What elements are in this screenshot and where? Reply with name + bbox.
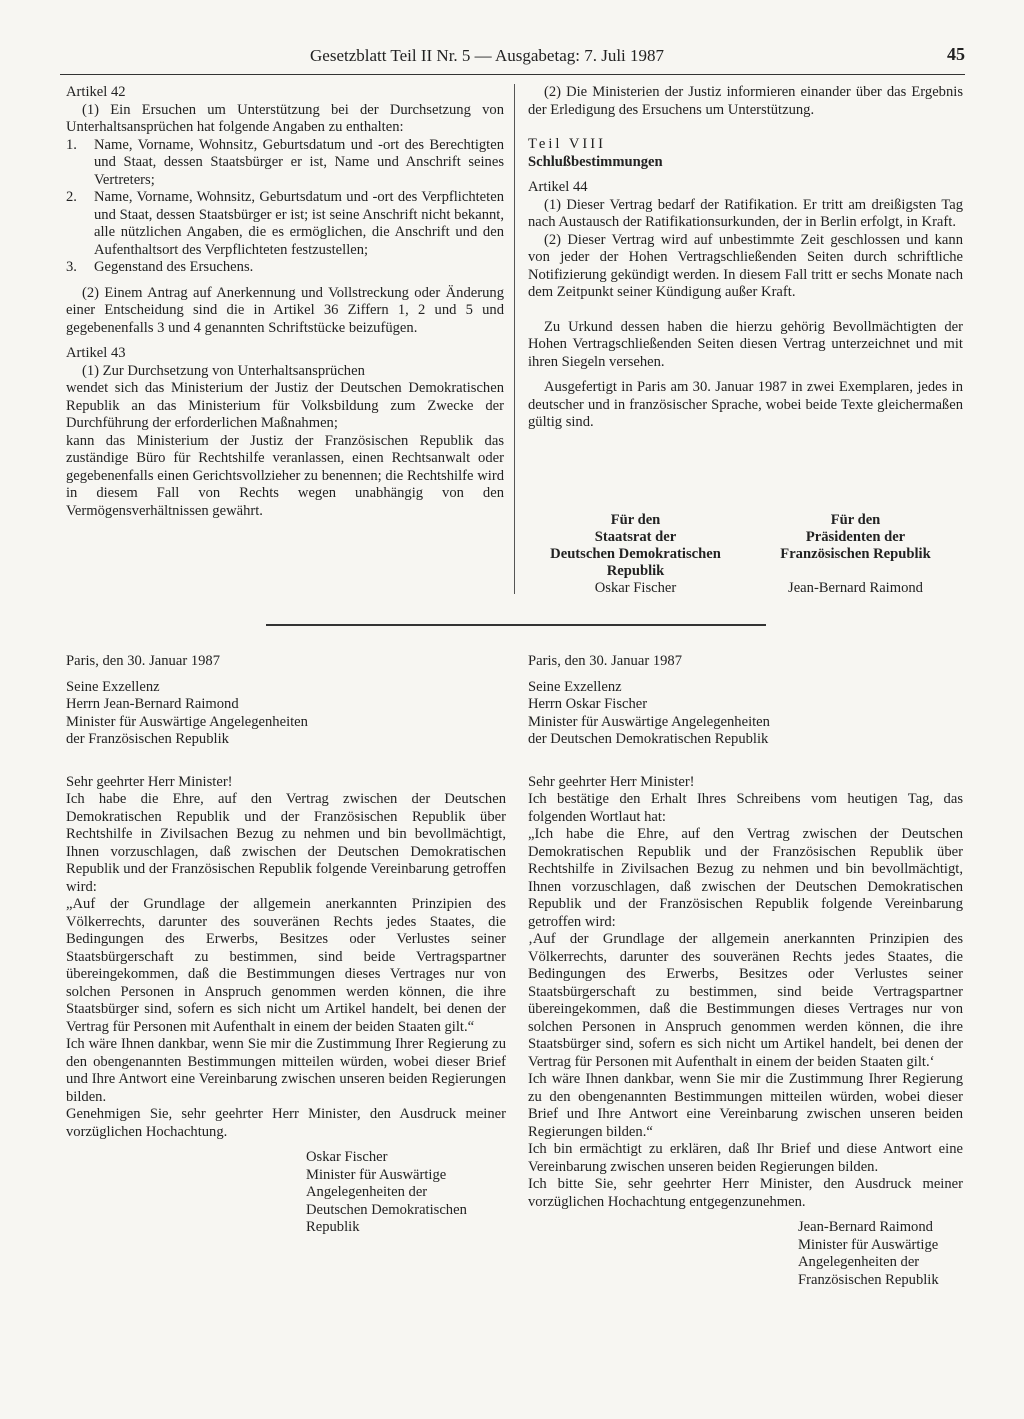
letter-left — [66, 653, 506, 1237]
letter-right — [528, 653, 963, 1289]
letter-paragraph: Ich bitte Sie, sehr geehrter Herr Minister, den Ausdruck meiner vorzüglichen Hochachtung entgegenzunehmen. — [528, 1176, 963, 1210]
recipient-line: Minister für Auswärtige Angelegenheiten — [66, 713, 308, 730]
article-44-paragraph-1: (1) Dieser Vertrag bedarf der Ratifikation. Er tritt am dreißigsten Tag nach Austausch der Ratifikationsurkunden, der in Berlin erfolgt, in Kraft. — [528, 196, 963, 230]
left-top-column — [66, 84, 504, 520]
attestation-paragraph: Zu Urkund dessen haben die hierzu gehörig Bevollmächtigten der Hohen Vertragschließenden Seiten diesen Vertrag unterzeichnet und mit ihren Siegeln versehen. — [528, 318, 963, 370]
part-title: Schlußbestimmungen — [528, 153, 663, 170]
signature-block-gdr: Für den Staatsrat der Deutschen Demokratischen Republik Oskar Fischer — [528, 512, 743, 597]
execution-paragraph: Ausgefertigt in Paris am 30. Januar 1987 in zwei Exemplaren, jedes in deutscher und in französischer Sprache, wobei beide Texte gleichermaßen gültig sind. — [528, 379, 963, 430]
article-42-title: Artikel 42 — [66, 84, 126, 100]
page-number: 45 — [947, 44, 965, 64]
recipient-line: der Französischen Republik — [66, 731, 229, 747]
article-43-paragraph-1a: (1) Zur Durchsetzung von Unterhaltsansprüchen — [82, 362, 365, 379]
page-header — [60, 44, 965, 75]
signature-title: Minister für Auswärtige — [798, 1236, 939, 1253]
article-44-title: Artikel 44 — [528, 179, 588, 195]
right-top-column — [528, 84, 963, 432]
recipient-line: Herrn Jean-Bernard Raimond — [66, 696, 239, 712]
signatory-name: Oskar Fischer — [594, 580, 677, 596]
article-43-paragraph-1c: kann das Ministerium der Justiz der Französischen Republik das zuständige Büro für Rechtshilfe veranlassen, einen Rechtsanwalt oder gegebenenfalls einen Gerichtsvollzieher zu benennen; die Rechtshilfe wird in diesem Fall von Rechts wegen unabhängig von den Vermögensverhältnissen gewährt. — [66, 432, 504, 519]
header-title: Gesetzblatt Teil II Nr. 5 — Ausgabetag: 7. Juli 1987 — [310, 46, 665, 65]
signature-title: Angelegenheiten der — [306, 1184, 428, 1200]
article-43-title: Artikel 43 — [66, 345, 126, 361]
signature-title: Deutschen Demokratischen — [306, 1201, 467, 1218]
signature-title: Republik — [306, 1219, 360, 1235]
signature-block-france: Für den Präsidenten der Französischen Republik Jean-Bernard Raimond — [748, 512, 963, 597]
signature-title: Französischen Republik — [798, 1271, 939, 1288]
letter-paragraph: Ich bestätige den Erhalt Ihres Schreibens vom heutigen Tag, das folgenden Wortlaut hat: — [528, 791, 963, 825]
signature-name: Jean-Bernard Raimond — [798, 1219, 933, 1235]
signature-title: Angelegenheiten der — [798, 1254, 920, 1270]
letter-date: Paris, den 30. Januar 1987 — [528, 653, 683, 669]
article-42-paragraph-2: (2) Einem Antrag auf Anerkennung und Vollstreckung oder Änderung einer Entscheidung sind die in Artikel 36 Ziffern 1, 2 und 5 und gegebenenfalls 3 und 4 genannten Schriftstücke beizufügen. — [66, 284, 504, 336]
letter-date: Paris, den 30. Januar 1987 — [66, 653, 221, 669]
list-item: 3. Gegenstand des Ersuchens. — [66, 259, 254, 275]
signature-name: Oskar Fischer — [306, 1149, 388, 1165]
article-44-paragraph-2: (2) Dieser Vertrag wird auf unbestimmte Zeit geschlossen und kann von jeder der Hohen Vertragschließenden Seiten durch schriftliche Notifizierung gekündigt werden. In diesem Fall tritt er sechs Monate nach dem Zeitpunkt seiner Kündigung außer Kraft. — [528, 231, 963, 300]
part-label: Teil VIII — [528, 136, 606, 152]
letter-paragraph: Genehmigen Sie, sehr geehrter Herr Minister, den Ausdruck meiner vorzüglichen Hochachtung. — [66, 1106, 506, 1140]
list-item: 2. Name, Vorname, Wohnsitz, Geburtsdatum und -ort des Verpflichteten und Staat, dessen Staatsbürger er ist; ist seine Anschrift nicht bekannt, alle nützlichen Angaben, die es ermöglichen, die Anschrift und den Aufenthaltsort des Verpflichteten festzustellen; — [66, 189, 504, 258]
letter-paragraph: „Auf der Grundlage der allgemein anerkannten Prinzipien des Völkerrechts, darunter des souveränen Rechts jedes Staates, die Bedingungen des Erwerbs, Besitzes oder Verlustes seiner Staatsbürgerschaft zu bestimmen, sind beide Vertragspartner übereingekommen, daß die Bestimmungen dieses Vertrages nur von solchen Personen in Anspruch genommen werden können, die ihre Staatsbürger sind, sofern es sich nicht um Artikel handelt, bei denen der Vertrag für Personen mit Aufenthalt in einem der beiden Staaten gilt.“ — [66, 896, 506, 1035]
list-item: 1. Name, Vorname, Wohnsitz, Geburtsdatum und -ort des Berechtigten und Staat, dessen Staatsbürger er ist, Name und Anschrift seines Vertreters; — [66, 136, 504, 188]
letter-paragraph: „Ich habe die Ehre, auf den Vertrag zwischen der Deutschen Demokratischen Republik und der Französischen Republik über Rechtshilfe in Zivilsachen Bezug zu nehmen und bin bevollmächtigt, Ihnen vorzuschlagen, daß zwischen der Deutschen Demokratischen Republik und der Französischen Republik folgende Vereinbarung getroffen wird: — [528, 826, 963, 930]
signature-title: Minister für Auswärtige — [306, 1166, 447, 1183]
signatory-name: Jean-Bernard Raimond — [788, 580, 923, 596]
article-43-paragraph-2: (2) Die Ministerien der Justiz informieren einander über das Ergebnis der Erledigung des Ersuchens um Unterstützung. — [528, 84, 963, 118]
recipient-line: Seine Exzellenz — [66, 678, 160, 695]
letter-paragraph: Ich bin ermächtigt zu erklären, daß Ihr Brief und diese Antwort eine Vereinbarung zwischen unseren beiden Regierungen bilden. — [528, 1141, 963, 1175]
recipient-line: Seine Exzellenz — [528, 678, 622, 695]
article-42-paragraph-1: (1) Ein Ersuchen um Unterstützung bei der Durchsetzung von Unterhaltsansprüchen hat folgende Angaben zu enthalten: — [66, 101, 504, 135]
letter-paragraph: Ich habe die Ehre, auf den Vertrag zwischen der Deutschen Demokratischen Republik und der Französischen Republik über Rechtshilfe in Zivilsachen Bezug zu nehmen und bin bevollmächtigt, Ihnen vorzuschlagen, daß zwischen der Deutschen Demokratischen Republik und der Französischen Republik folgende Vereinbarung getroffen wird: — [66, 791, 506, 895]
salutation: Sehr geehrter Herr Minister! — [66, 773, 233, 790]
letter-paragraph: Ich wäre Ihnen dankbar, wenn Sie mir die Zustimmung Ihrer Regierung zu den obengenannten Bestimmungen mitteilen würden, wobei dieser Brief und Ihre Antwort eine Vereinbarung zwischen unseren beiden Regierungen bilden. — [66, 1036, 506, 1105]
article-42-list — [66, 137, 504, 277]
section-divider — [266, 624, 766, 626]
recipient-line: der Deutschen Demokratischen Republik — [528, 731, 769, 747]
salutation: Sehr geehrter Herr Minister! — [528, 773, 695, 790]
recipient-line: Minister für Auswärtige Angelegenheiten — [528, 713, 770, 730]
article-43-paragraph-1b: wendet sich das Ministerium der Justiz der Deutschen Demokratischen Republik an das Ministerium für Volksbildung zum Zwecke der Durchführung der erforderlichen Maßnahmen; — [66, 380, 504, 431]
column-divider — [514, 84, 515, 594]
recipient-line: Herrn Oskar Fischer — [528, 696, 648, 712]
letter-paragraph: ‚Auf der Grundlage der allgemein anerkannten Prinzipien des Völkerrechts, darunter des souveränen Rechts jedes Staates, die Bedingungen des Erwerbs, Besitzes oder Verlustes seiner Staatsbürgerschaft zu bestimmen, sind beide Vertragspartner übereingekommen, daß die Bestimmungen dieses Vertrages nur von solchen Personen in Anspruch genommen werden können, die ihre Staatsbürger sind, sofern es sich nicht um Artikel handelt, bei denen der Vertrag für Personen mit Aufenthalt in einem der beiden Staaten gilt.‘ — [528, 931, 963, 1070]
letter-paragraph: Ich wäre Ihnen dankbar, wenn Sie mir die Zustimmung Ihrer Regierung zu den obengenannten Bestimmungen mitteilen würden, wobei dieser Brief und Ihre Antwort eine Vereinbarung zwischen unseren beiden Regierungen bilden.“ — [528, 1071, 963, 1140]
